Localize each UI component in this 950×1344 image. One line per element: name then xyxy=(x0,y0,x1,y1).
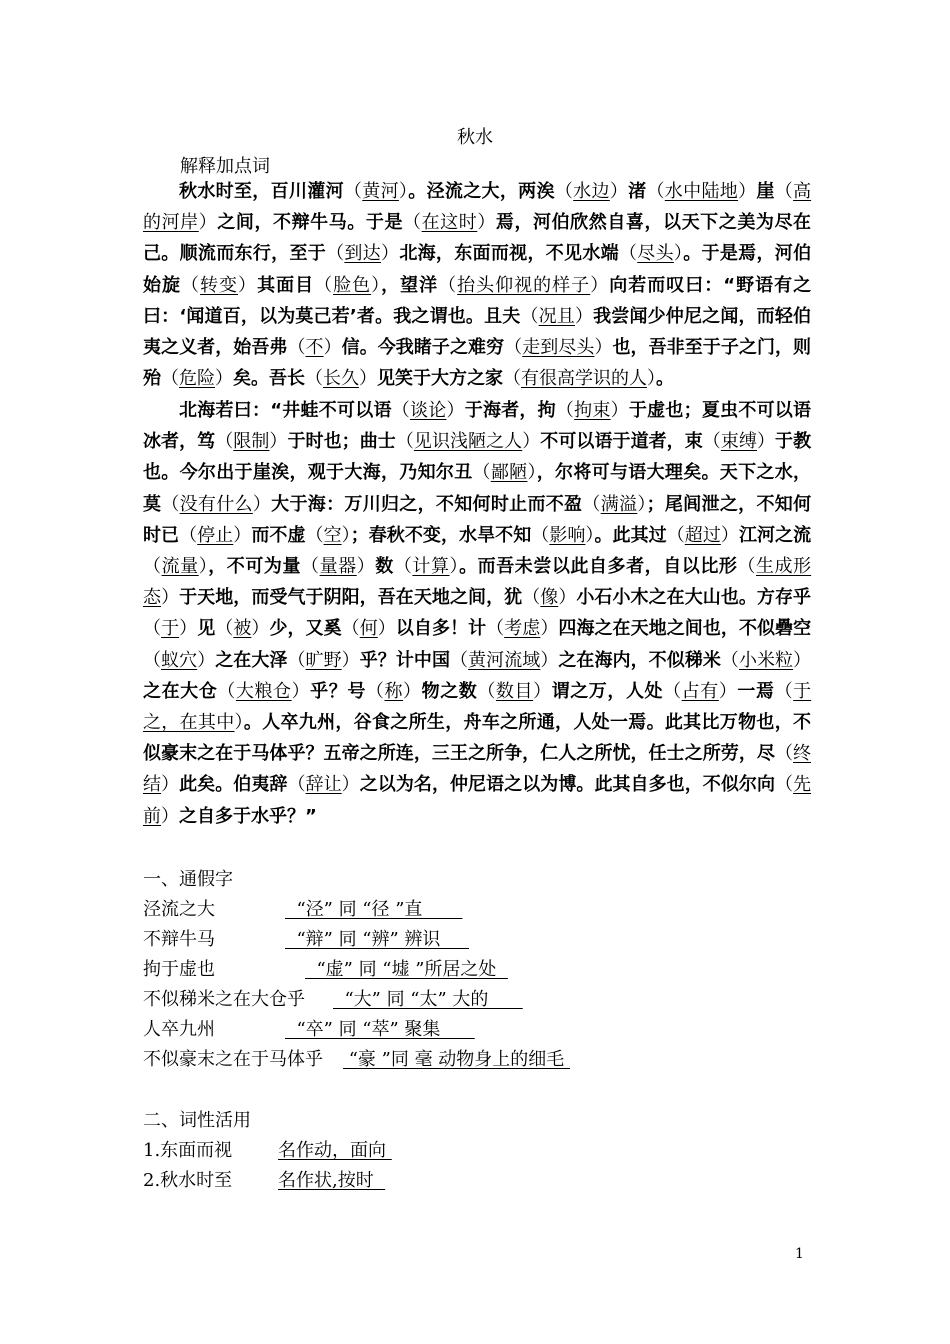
gloss-bracket: ） xyxy=(359,368,377,390)
cixing-note: 名作状,按时 xyxy=(278,1170,386,1191)
gloss-bracket: （ xyxy=(774,680,794,702)
gloss-bracket: ） xyxy=(179,618,198,640)
passage-text: 之在大泽 xyxy=(215,649,288,671)
passage-text: 之在海内，不似稊米 xyxy=(558,649,721,671)
passage-text: 于虚也；夏虫不可以语冰者，笃 xyxy=(143,400,812,453)
gloss-bracket: ） xyxy=(234,712,244,734)
gloss-annotation: 尽头 xyxy=(637,243,674,265)
gloss-bracket: （ xyxy=(143,649,162,671)
passage-paragraph-2 xyxy=(143,395,811,832)
passage-text: 于教也。今尔出于崖涘，观于大海，乃知尔丑 xyxy=(143,431,812,484)
gloss-bracket: （ xyxy=(179,524,198,546)
gloss-bracket: （ xyxy=(702,431,721,453)
gloss-annotation: 蚁穴 xyxy=(161,649,198,671)
gloss-bracket: （ xyxy=(305,368,323,390)
gloss-annotation: 限制 xyxy=(233,431,270,453)
passage-text: 之间，不辩牛马。于是 xyxy=(217,212,404,234)
gloss-annotation: 拘束 xyxy=(574,400,611,421)
gloss-annotation: 占有 xyxy=(681,680,719,702)
passage-text: 大于海：万川归之，不知何时止而不盈 xyxy=(271,493,583,515)
gloss-annotation: 鄙陋 xyxy=(490,462,528,484)
cixing-heading: 二、词性活用 xyxy=(143,1110,251,1131)
gloss-bracket: ） xyxy=(720,524,739,546)
gloss-bracket: ） xyxy=(341,649,360,671)
gloss-bracket: （ xyxy=(554,181,574,202)
gloss-bracket: （ xyxy=(326,243,345,265)
tongjiazi-phrase: 不似豪末之在于马体乎 xyxy=(143,1049,323,1070)
passage-text: 矣。吾长 xyxy=(233,368,305,390)
gloss-bracket: （ xyxy=(504,337,523,359)
gloss-bracket: ） xyxy=(540,649,559,671)
gloss-annotation: 小米粒 xyxy=(738,649,794,671)
gloss-bracket: （ xyxy=(775,774,794,796)
gloss-annotation: 像 xyxy=(540,587,559,609)
gloss-annotation: 水中陆地 xyxy=(664,181,739,202)
gloss-bracket: ） xyxy=(161,805,179,827)
passage-text: 见笑于大方之家 xyxy=(377,368,503,390)
page-number: 1 xyxy=(795,1246,804,1262)
tongjiazi-note: “虚” 同 “墟 ”所居之处 xyxy=(305,959,508,980)
gloss-bracket: （ xyxy=(618,243,638,265)
gloss-bracket: ） xyxy=(446,400,465,421)
tongjiazi-note: “辩” 同 “辨” 辨识 xyxy=(285,929,470,950)
gloss-bracket: ） xyxy=(527,462,537,484)
gloss-bracket: ） xyxy=(756,431,776,453)
gloss-bracket: （ xyxy=(477,680,496,702)
passage-text: 。而吾未尝以此自多者，自以比形 xyxy=(459,556,738,578)
gloss-annotation: 抬头仰视的样子 xyxy=(457,274,591,296)
gloss-annotation: 于 xyxy=(161,618,180,640)
passage-text: 一焉 xyxy=(737,680,775,702)
gloss-annotation: 空 xyxy=(323,524,342,546)
gloss-bracket: ） xyxy=(718,680,738,702)
tongjiazi-note: “泾” 同 “径 ”直 xyxy=(285,899,463,920)
gloss-bracket: ） xyxy=(377,618,396,640)
cixing-row xyxy=(143,1138,823,1164)
gloss-annotation: 称 xyxy=(384,680,404,702)
gloss-bracket: ） xyxy=(251,618,270,640)
passage-text: 乎？号 xyxy=(310,680,366,702)
gloss-annotation: 流量 xyxy=(161,556,199,578)
passage-text: 向若而叹曰：“野语有之曰：‘闻道百，以为莫己若’者。我之谓也。且夫 xyxy=(143,274,812,327)
gloss-annotation: 影响 xyxy=(549,524,586,546)
gloss-annotation: 何 xyxy=(359,618,378,640)
gloss-bracket: ） xyxy=(793,649,812,671)
gloss-bracket: （ xyxy=(287,337,306,359)
gloss-bracket: （ xyxy=(666,524,685,546)
gloss-annotation: 转变 xyxy=(200,274,239,296)
gloss-bracket: （ xyxy=(503,368,521,390)
gloss-annotation: 到达 xyxy=(344,243,381,265)
gloss-bracket: （ xyxy=(450,649,469,671)
gloss-bracket: （ xyxy=(774,181,794,202)
gloss-annotation: 长久 xyxy=(323,368,359,390)
passage-text: 见 xyxy=(197,618,216,640)
gloss-bracket: ） xyxy=(558,587,577,609)
gloss-bracket: （ xyxy=(301,556,320,578)
passage-text: 焉，河伯欣然自喜，以天下之美为尽在己。顺流而东行，至于 xyxy=(143,212,812,265)
gloss-bracket: （ xyxy=(217,680,236,702)
gloss-annotation: 先前 xyxy=(143,774,812,827)
gloss-bracket: （ xyxy=(161,493,180,515)
gloss-bracket: （ xyxy=(486,618,505,640)
passage-text: 我尝闻少仲尼之闻，而轻伯夷之义者，始吾弗 xyxy=(143,305,812,359)
gloss-bracket: （ xyxy=(393,556,413,578)
gloss-bracket: （ xyxy=(582,493,601,515)
gloss-bracket: （ xyxy=(663,680,682,702)
gloss-bracket: ） xyxy=(161,774,180,796)
passage-text: 小石小木之在大山也。方存乎 xyxy=(576,587,812,609)
gloss-bracket: （ xyxy=(215,431,234,453)
gloss-annotation: 黄河 xyxy=(362,181,399,202)
gloss-bracket: ） xyxy=(215,368,233,390)
gloss-bracket: （ xyxy=(143,618,162,640)
tongjiazi-row xyxy=(143,897,823,923)
gloss-annotation: 高的河岸 xyxy=(143,181,812,234)
gloss-bracket: （ xyxy=(287,649,306,671)
gloss-bracket: ） xyxy=(738,181,757,202)
passage-text: 四海之在天地之间也，不似礨空 xyxy=(558,618,812,640)
passage-text: 也，吾非至于子之门，则殆 xyxy=(143,337,812,390)
gloss-annotation: 数目 xyxy=(495,680,534,702)
page-title: 秋水 xyxy=(457,127,493,148)
gloss-bracket: ） xyxy=(533,680,552,702)
gloss-annotation: 被 xyxy=(233,618,252,640)
cixing-phrase: 1.东面而视 xyxy=(143,1140,233,1161)
tongjiazi-phrase: 拘于虚也 xyxy=(143,959,215,980)
gloss-bracket: ） xyxy=(381,243,400,265)
tongjiazi-note: “豪 ”同 毫 动物身上的细毛 xyxy=(343,1049,571,1070)
gloss-bracket: （ xyxy=(646,181,665,202)
passage-text: 北海若曰：“井蛙不可以语 xyxy=(179,400,392,421)
passage-text: 于海者，拘 xyxy=(464,400,556,421)
gloss-annotation: 水边 xyxy=(573,181,610,202)
gloss-bracket: （ xyxy=(365,680,385,702)
tongjiazi-heading: 一、通假字 xyxy=(143,869,233,890)
passage-text: 秋水时至，百川灌河 xyxy=(179,181,344,202)
gloss-annotation: 终结 xyxy=(143,743,812,796)
passage-text: 。泾流之大，两涘 xyxy=(408,181,555,202)
passage-text: ，尔将可与语大理矣。天下之水，莫 xyxy=(143,462,812,515)
tongjiazi-row xyxy=(143,1017,823,1043)
passage-text: 不可以语于道者，束 xyxy=(540,431,703,453)
passage-text: 谓之万，人处 xyxy=(551,680,664,702)
gloss-annotation: 黄河流域 xyxy=(468,649,541,671)
passage-text: 少，又奚 xyxy=(269,618,342,640)
tongjiazi-row xyxy=(143,957,823,983)
passage-text: 而不虚 xyxy=(251,524,306,546)
passage-text: 于天地，而受气于阴阳，吾在天地之间，犹 xyxy=(179,587,523,609)
gloss-annotation: 满溢 xyxy=(600,493,638,515)
passage-text: 于时也；曲士 xyxy=(287,431,396,453)
gloss-bracket: ） xyxy=(341,774,360,796)
passage-text: 。人卒九州，谷食之所生，舟车之所通，人处一焉。此其比万物也，不似豪末之在于马体乎？五帝之所连，三王之所争，仁人之所忧，任士之所劳，尽 xyxy=(143,712,812,765)
gloss-bracket: ） xyxy=(161,587,180,609)
gloss-bracket: （ xyxy=(531,524,550,546)
gloss-bracket: ） xyxy=(198,556,209,578)
gloss-annotation: 辞让 xyxy=(305,774,342,796)
tongjiazi-row xyxy=(143,987,823,1013)
cixing-phrase: 2.秋水时至 xyxy=(143,1170,233,1191)
gloss-annotation: 考虑 xyxy=(504,618,541,640)
gloss-bracket: ） xyxy=(477,212,496,234)
section-subtitle: 解释加点词 xyxy=(180,156,270,177)
gloss-bracket: ） xyxy=(449,556,460,578)
gloss-bracket: ） xyxy=(590,274,610,296)
passage-text: 崖 xyxy=(756,181,775,202)
gloss-bracket: ） xyxy=(637,493,647,515)
passage-text: 此矣。伯夷辞 xyxy=(179,774,288,796)
tongjiazi-phrase: 不辩牛马 xyxy=(143,929,215,950)
gloss-bracket: ） xyxy=(341,524,351,546)
gloss-annotation: 束缚 xyxy=(720,431,757,453)
gloss-bracket: （ xyxy=(774,743,794,765)
tongjiazi-phrase: 人卒九州 xyxy=(143,1019,215,1040)
gloss-bracket: （ xyxy=(737,556,756,578)
gloss-bracket: ） xyxy=(403,680,422,702)
tongjiazi-row xyxy=(143,927,823,953)
gloss-bracket: ） xyxy=(398,181,409,202)
passage-text: 。于是焉，河伯始旋 xyxy=(143,243,812,296)
gloss-bracket: ） xyxy=(585,524,595,546)
gloss-annotation: 脸色 xyxy=(333,274,372,296)
gloss-annotation: 于之，在其中 xyxy=(143,680,812,734)
gloss-annotation: 没有什么 xyxy=(179,493,253,515)
passage-text: ；尾闾泄之，不知何时已 xyxy=(143,493,812,546)
gloss-bracket: （ xyxy=(215,618,234,640)
gloss-annotation: 不 xyxy=(305,337,324,359)
gloss-bracket: （ xyxy=(305,524,324,546)
passage-text: 其面目 xyxy=(257,274,315,296)
passage-text: 北海，东面而视，不见水端 xyxy=(399,243,619,265)
gloss-bracket: ） xyxy=(540,618,559,640)
gloss-bracket: （ xyxy=(181,274,201,296)
passage-text: 。 xyxy=(656,368,674,390)
gloss-bracket: （ xyxy=(391,400,410,421)
gloss-bracket: （ xyxy=(287,774,306,796)
passage-text: 数 xyxy=(375,556,394,578)
gloss-annotation: 见识浅陋之人 xyxy=(413,431,523,453)
gloss-bracket: ） xyxy=(323,337,342,359)
gloss-bracket: ） xyxy=(356,556,376,578)
gloss-bracket: ） xyxy=(198,212,218,234)
passage-text: 之以为名，仲尼语之以为博。此其自多也，不似尔向 xyxy=(359,774,775,796)
gloss-annotation: 谈论 xyxy=(409,400,447,421)
passage-text: ，不可为量 xyxy=(208,556,302,578)
tongjiazi-note: “卒” 同 “萃” 聚集 xyxy=(285,1019,475,1040)
gloss-annotation: 超过 xyxy=(684,524,721,546)
passage-paragraph-1 xyxy=(143,176,811,394)
gloss-annotation: 有很高学识的人 xyxy=(521,368,647,390)
gloss-bracket: ） xyxy=(609,181,629,202)
gloss-bracket: （ xyxy=(403,212,422,234)
gloss-bracket: ） xyxy=(594,337,613,359)
passage-text: 以自多！计 xyxy=(395,618,487,640)
gloss-bracket: （ xyxy=(522,587,541,609)
gloss-annotation: 停止 xyxy=(197,524,234,546)
passage-text: 之自多于水乎？” xyxy=(179,805,317,827)
passage-text: 乎？计中国 xyxy=(359,649,451,671)
passage-text: 物之数 xyxy=(421,680,478,702)
gloss-bracket: （ xyxy=(438,274,458,296)
gloss-bracket: ） xyxy=(233,524,252,546)
gloss-bracket: （ xyxy=(395,431,414,453)
tongjiazi-row xyxy=(143,1047,823,1073)
passage-text: 。此其过 xyxy=(594,524,667,546)
gloss-bracket: （ xyxy=(555,400,575,421)
gloss-bracket: ） xyxy=(610,400,629,421)
gloss-bracket: （ xyxy=(161,368,179,390)
cixing-row xyxy=(143,1168,823,1194)
tongjiazi-phrase: 不似稊米之在大仓乎 xyxy=(143,989,305,1010)
passage-text: ；春秋不变，水旱不知 xyxy=(350,524,532,546)
gloss-annotation: 旷野 xyxy=(305,649,342,671)
gloss-bracket: （ xyxy=(341,618,360,640)
gloss-annotation: 计算 xyxy=(412,556,450,578)
tongjiazi-phrase: 泾流之大 xyxy=(143,899,215,920)
passage-text: 渚 xyxy=(628,181,647,202)
gloss-bracket: （ xyxy=(720,649,739,671)
gloss-bracket: （ xyxy=(343,181,363,202)
gloss-bracket: ） xyxy=(371,274,382,296)
gloss-bracket: （ xyxy=(520,305,539,327)
gloss-bracket: （ xyxy=(472,462,491,484)
passage-text: 信。今我睹子之难穷 xyxy=(341,337,505,359)
gloss-bracket: ） xyxy=(197,649,216,671)
gloss-bracket: ） xyxy=(574,305,594,327)
gloss-bracket: （ xyxy=(314,274,334,296)
passage-text: ，望洋 xyxy=(381,274,439,296)
passage-text: 之在大仓 xyxy=(143,680,218,702)
gloss-annotation: 况且 xyxy=(538,305,575,327)
gloss-bracket: ） xyxy=(252,493,272,515)
tongjiazi-note: “大” 同 “太” 大的 xyxy=(333,989,523,1010)
gloss-bracket: ） xyxy=(647,368,656,390)
gloss-bracket: ） xyxy=(673,243,684,265)
gloss-annotation: 大粮仓 xyxy=(235,680,292,702)
passage-text: 江河之流 xyxy=(738,524,812,546)
gloss-bracket: ） xyxy=(291,680,311,702)
gloss-annotation: 危险 xyxy=(179,368,215,390)
gloss-annotation: 走到尽头 xyxy=(522,337,595,359)
gloss-bracket: （ xyxy=(143,556,162,578)
gloss-bracket: ） xyxy=(269,431,288,453)
gloss-annotation: 量器 xyxy=(319,556,357,578)
cixing-note: 名作动，面向 xyxy=(278,1140,392,1161)
gloss-bracket: ） xyxy=(522,431,541,453)
gloss-annotation: 在这时 xyxy=(421,212,478,234)
gloss-bracket: ） xyxy=(238,274,258,296)
gloss-annotation: 生成形态 xyxy=(143,556,812,609)
